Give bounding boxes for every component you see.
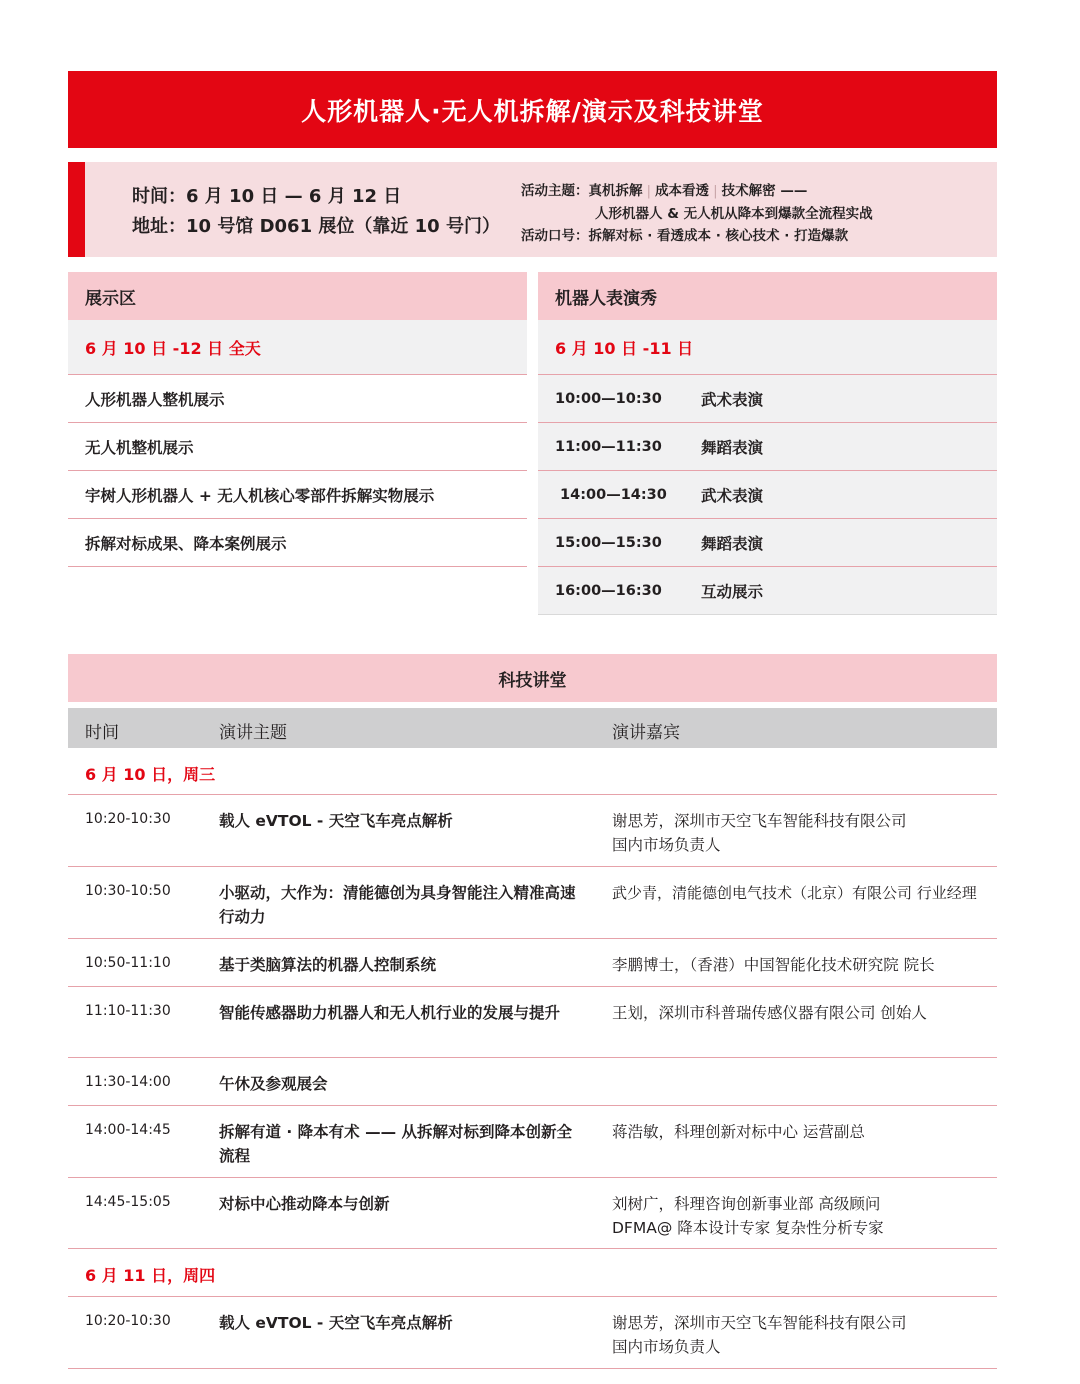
page-title: 人形机器人·无人机拆解/演示及科技讲堂 [301,96,764,126]
show-time: 16:00—16:30 [555,582,662,599]
lecture-time: 11:30-14:00 [85,1074,171,1090]
lecture-title: 科技讲堂 [68,654,997,702]
exhibit-item: 拆解对标成果、降本案例展示 [68,519,527,567]
show-item [538,423,997,471]
lecture-time: 10:30-10:50 [85,883,171,899]
lecture-speaker: 谢思芳，深圳市天空飞车智能科技有限公司 国内市场负责人 [612,1314,907,1356]
separator: | [713,183,718,199]
lecture-row [68,1178,997,1249]
column-header-time: 时间 [85,723,119,743]
lecture-row [68,939,997,987]
lecture-speaker: 王划，深圳市科普瑞传感仪器有限公司 创始人 [612,1004,927,1022]
event-address: 地址：10 号馆 D061 展位（靠近 10 号门） [132,216,500,237]
show-item [538,375,997,423]
theme-item: 成本看透 [655,183,710,199]
show-name: 武术表演 [701,390,764,409]
exhibit-section [68,272,527,567]
event-info-panel [68,162,997,257]
theme-item: 技术解密 —— [721,183,808,199]
separator: | [646,183,652,199]
lecture-time: 10:20-10:30 [85,1313,171,1329]
show-name: 舞蹈表演 [701,438,764,457]
column-header-topic: 演讲主题 [219,723,287,743]
lecture-time: 10:20-10:30 [85,811,171,827]
lecture-row [68,1058,997,1106]
exhibit-date: 6 月 10 日 -12 日 全天 [68,320,527,375]
event-theme [521,179,807,199]
lecture-topic: 对标中心推动降本与创新 [219,1195,390,1213]
lecture-speaker: 蒋浩敏，科理创新对标中心 运营副总 [612,1123,865,1141]
exhibit-title: 展示区 [68,272,527,320]
day-header-row [68,1249,997,1297]
show-time: 10:00—10:30 [555,390,662,407]
show-item [538,471,997,519]
lecture-topic: 基于类脑算法的机器人控制系统 [219,956,437,974]
lecture-row [68,1297,997,1369]
show-section [538,272,997,615]
show-date: 6 月 10 日 -11 日 [538,320,997,375]
show-time: 11:00—11:30 [555,438,662,455]
lecture-speaker: 武少青，清能德创电气技术（北京）有限公司 行业经理 [612,884,977,902]
lecture-row [68,1106,997,1178]
lecture-row [68,795,997,867]
event-theme-line2: 人形机器人 & 无人机从降本到爆款全流程实战 [595,206,873,222]
column-header-speaker: 演讲嘉宾 [612,723,680,743]
show-time: 15:00—15:30 [555,534,662,551]
day-header-row [68,748,997,795]
lecture-topic: 载人 eVTOL - 天空飞车亮点解析 [219,1314,453,1332]
page-title-banner [68,71,997,148]
show-title: 机器人表演秀 [538,272,997,320]
lecture-topic: 智能传感器助力机器人和无人机行业的发展与提升 [219,1004,561,1022]
lecture-time: 10:50-11:10 [85,955,171,971]
theme-label: 活动主题： [521,183,589,199]
lecture-time: 14:45-15:05 [85,1194,171,1210]
lecture-speaker: 刘树广，科理咨询创新事业部 高级顾问 DFMA@ 降本设计专家 复杂性分析专家 [612,1195,884,1237]
show-item [538,519,997,567]
lecture-column-headers [68,708,997,748]
lecture-time: 14:00-14:45 [85,1122,171,1138]
show-item [538,567,997,615]
show-time: 14:00—14:30 [555,486,667,503]
show-name: 舞蹈表演 [701,534,764,553]
lecture-speaker: 李鹏博士，（香港）中国智能化技术研究院 院长 [612,956,935,974]
exhibit-item: 无人机整机展示 [68,423,527,471]
exhibit-item: 人形机器人整机展示 [68,375,527,423]
lecture-speaker: 谢思芳，深圳市天空飞车智能科技有限公司 国内市场负责人 [612,812,907,854]
lecture-topic: 载人 eVTOL - 天空飞车亮点解析 [219,812,453,830]
day-label: 6 月 11 日，周四 [85,1266,216,1285]
lecture-row [68,987,997,1058]
show-name: 武术表演 [701,486,764,505]
show-name: 互动展示 [701,582,764,601]
day-label: 6 月 10 日，周三 [85,765,216,784]
event-slogan: 活动口号：拆解对标 · 看透成本 · 核心技术 · 打造爆款 [521,228,849,244]
lecture-topic: 拆解有道 · 降本有术 —— 从拆解对标到降本创新全流程 [219,1123,572,1165]
lecture-topic: 午休及参观展会 [219,1075,328,1093]
lecture-topic: 小驱动，大作为：清能德创为具身智能注入精准高速行动力 [219,884,576,926]
exhibit-item: 宇树人形机器人 + 无人机核心零部件拆解实物展示 [68,471,527,519]
lecture-time: 11:10-11:30 [85,1003,171,1019]
theme-item: 真机拆解 [588,183,643,199]
lecture-row [68,867,997,939]
event-time: 时间：6 月 10 日 — 6 月 12 日 [132,186,402,207]
accent-stripe [68,162,85,257]
